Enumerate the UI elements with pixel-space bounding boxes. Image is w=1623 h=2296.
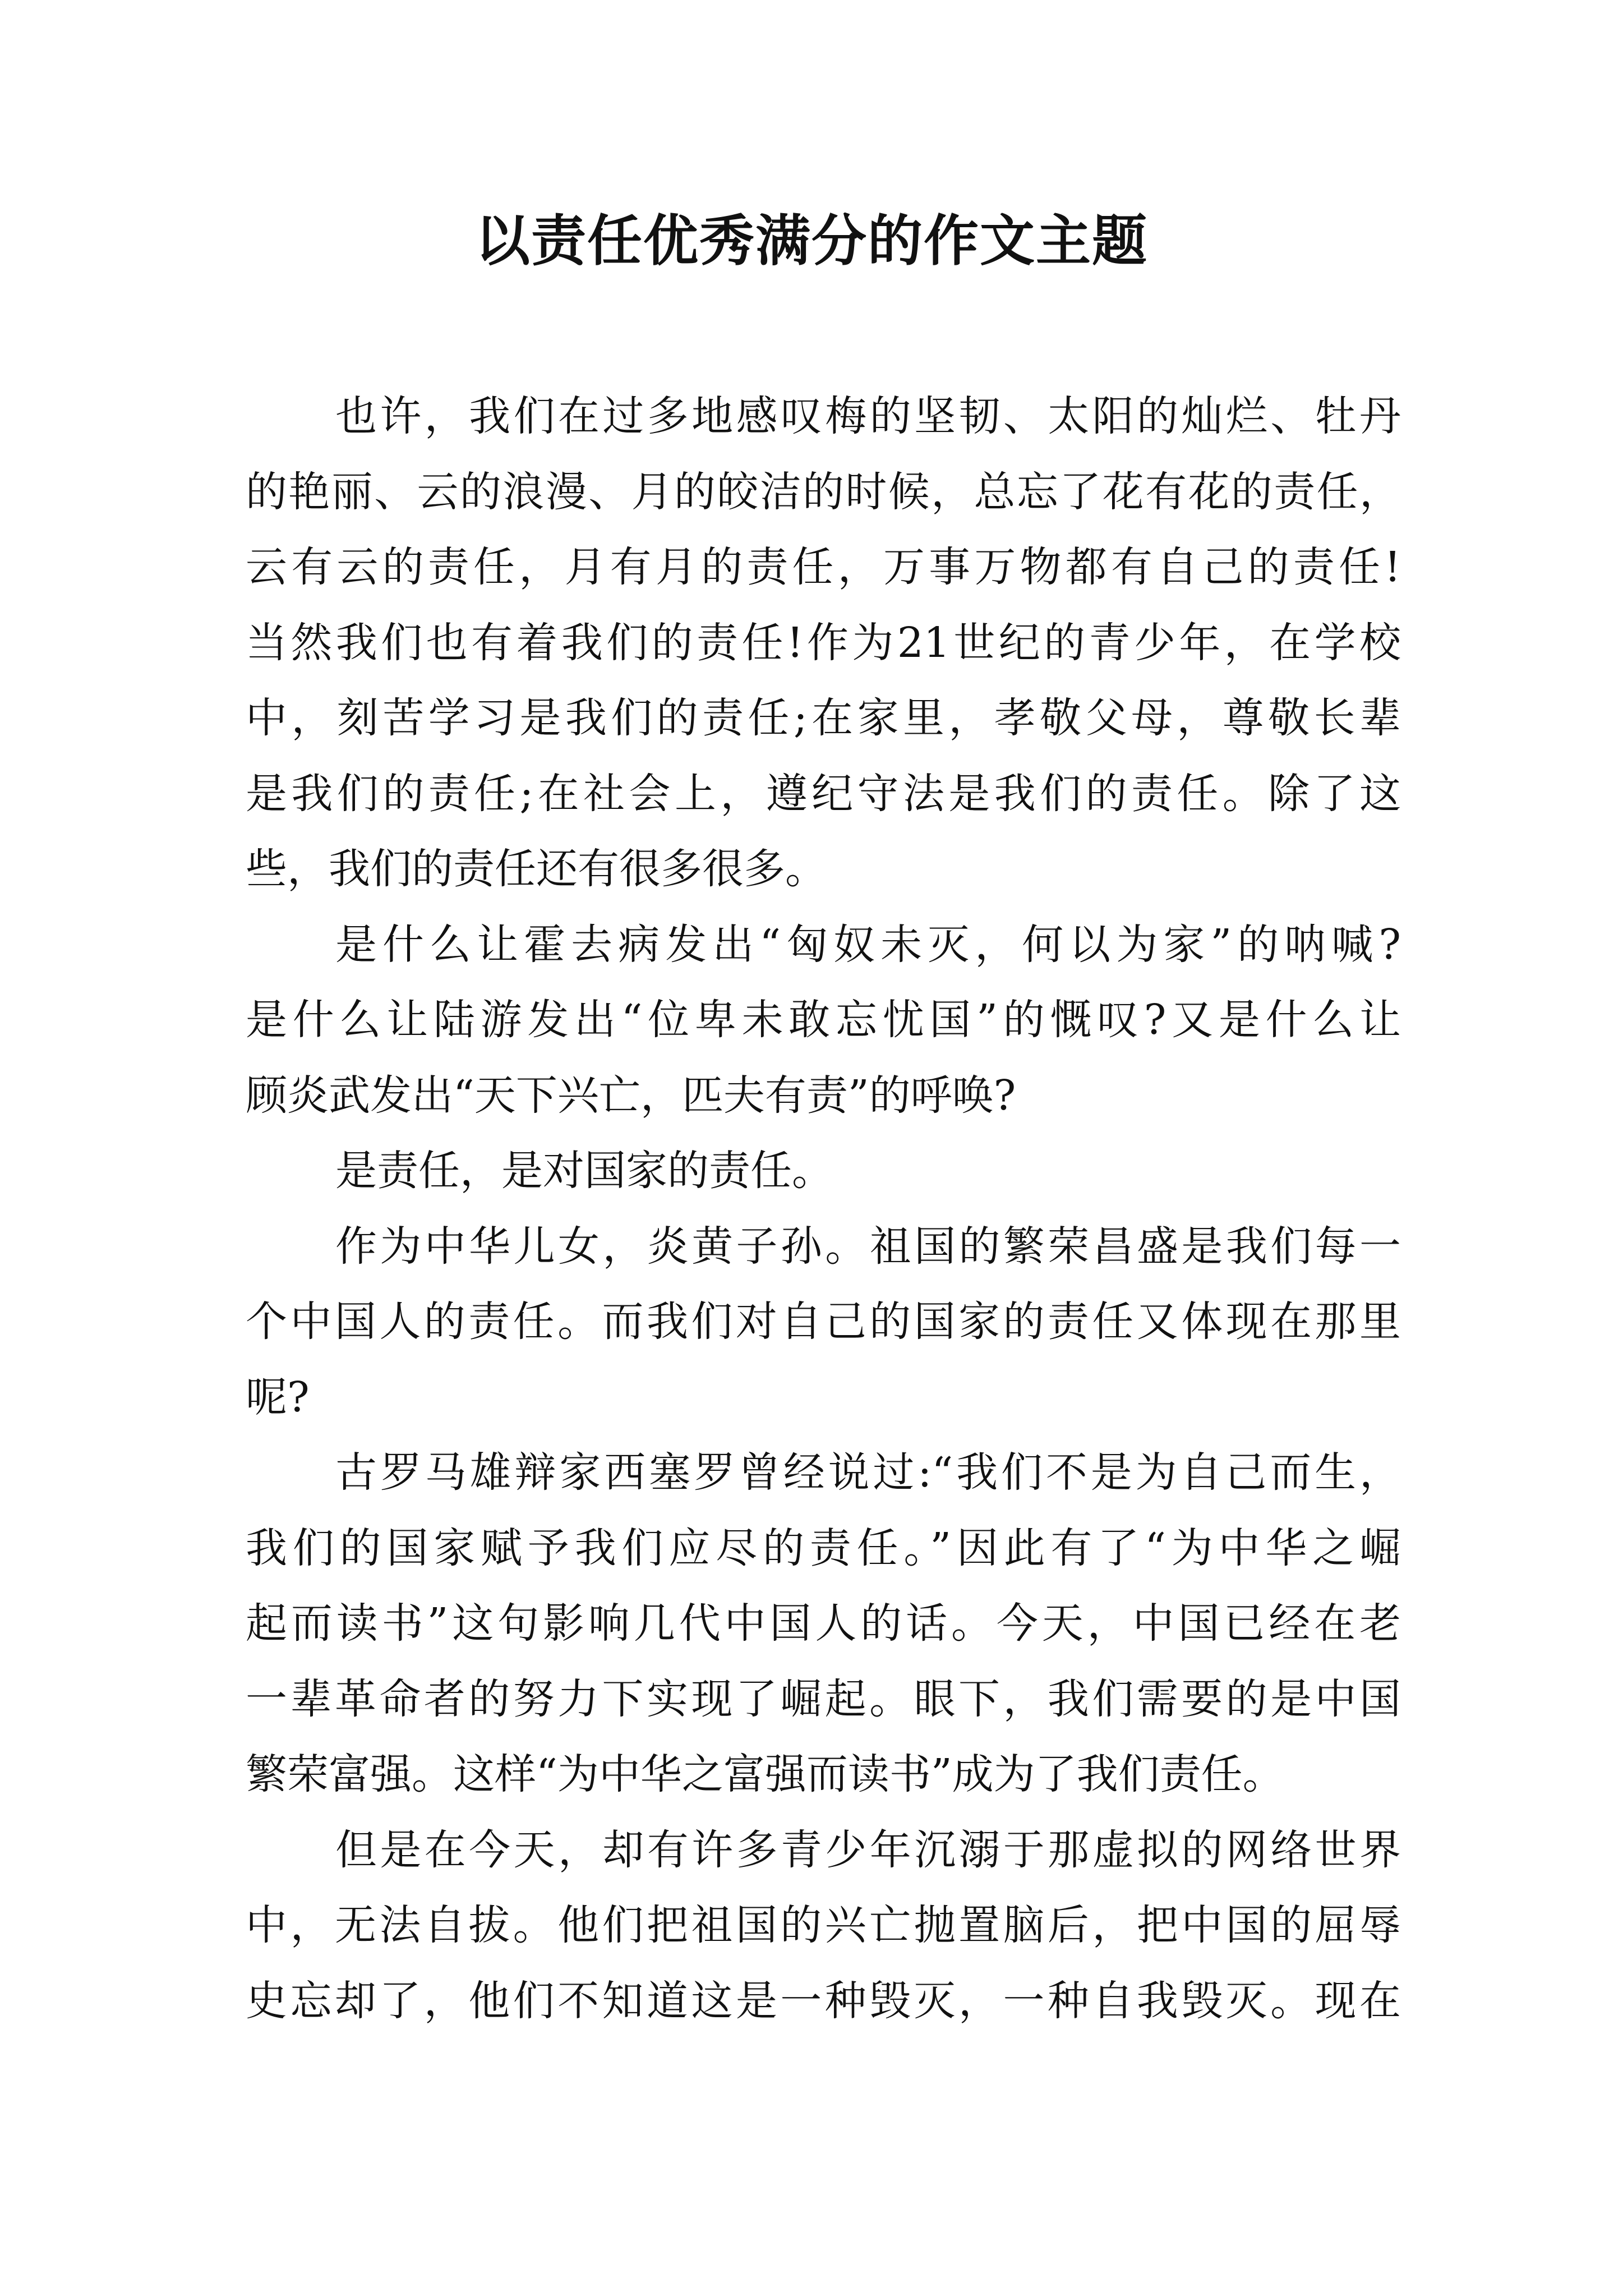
text-line: 是我们的责任;在社会上，遵纪守法是我们的责任。除了这 [246, 769, 1401, 818]
text-line: 顾炎武发出“天下兴亡，匹夫有责”的呼唤? [246, 1071, 1016, 1120]
text-line: 的艳丽、云的浪漫、月的皎洁的时候，总忘了花有花的责任， [246, 467, 1401, 516]
paragraph-2 [246, 907, 1401, 1134]
document-title: 以责任优秀满分的作文主题 [474, 209, 1148, 273]
paragraph-1 [246, 379, 1401, 907]
text-line: 呢? [246, 1373, 310, 1421]
text-line: 我们的国家赋予我们应尽的责任。”因此有了“为中华之崛 [246, 1524, 1401, 1572]
text-line: 当然我们也有着我们的责任!作为21世纪的青少年，在学校 [246, 618, 1401, 667]
text-line: 是什么让霍去病发出“匈奴未灭，何以为家”的呐喊? [335, 920, 1401, 969]
text-line: 作为中华儿女，炎黄子孙。祖国的繁荣昌盛是我们每一 [335, 1222, 1401, 1271]
text-line: 起而读书”这句影响几代中国人的话。今天，中国已经在老 [246, 1599, 1401, 1648]
paragraph-5 [246, 1435, 1401, 1812]
text-line: 史忘却了，他们不知道这是一种毁灭，一种自我毁灭。现在 [246, 1976, 1401, 2025]
text-line: 但是在今天，却有许多青少年沉溺于那虚拟的网络世界 [335, 1825, 1401, 1874]
text-line: 中，刻苦学习是我们的责任;在家里，孝敬父母，尊敬长辈 [246, 694, 1401, 742]
text-line: 也许，我们在过多地感叹梅的坚韧、太阳的灿烂、牡丹 [335, 392, 1401, 440]
text-line: 繁荣富强。这样“为中华之富强而读书”成为了我们责任。 [246, 1750, 1284, 1798]
text-line: 是什么让陆游发出“位卑未敢忘忧国”的慨叹?又是什么让 [246, 996, 1401, 1044]
text-line: 一辈革命者的努力下实现了崛起。眼下，我们需要的是中国 [246, 1674, 1401, 1723]
text-line: 是责任，是对国家的责任。 [335, 1147, 833, 1195]
paragraph-3 [246, 1133, 1401, 1209]
text-line: 个中国人的责任。而我们对自己的国家的责任又体现在那里 [246, 1297, 1401, 1346]
text-line: 云有云的责任，月有月的责任，万事万物都有自己的责任! [246, 543, 1401, 591]
document-body [246, 379, 1401, 2039]
paragraph-6 [246, 1812, 1401, 2039]
paragraph-4 [246, 1209, 1401, 1435]
text-line: 古罗马雄辩家西塞罗曾经说过:“我们不是为自己而生， [335, 1448, 1401, 1497]
text-line: 些，我们的责任还有很多很多。 [246, 845, 827, 893]
text-line: 中，无法自拔。他们把祖国的兴亡抛置脑后，把中国的屈辱 [246, 1901, 1401, 1949]
